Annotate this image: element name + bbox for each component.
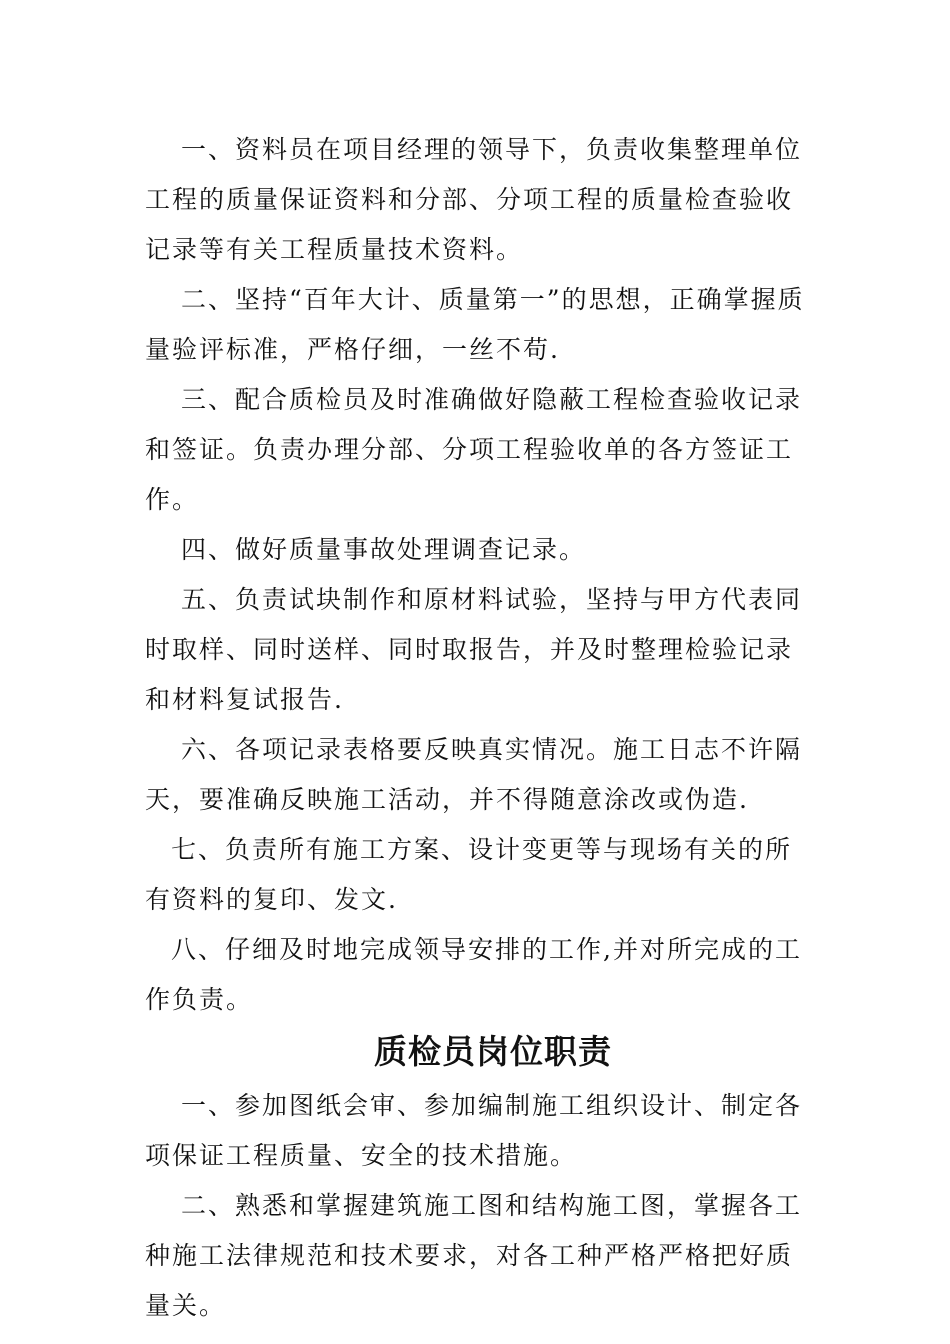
- paragraph-item-5: 五、负责试块制作和原材料试验，坚持与甲方代表同时取样、同时送样、同时取报告，并及时整理检验记录和材料复试报告.: [145, 585, 803, 714]
- paragraph-item-6: 六、各项记录表格要反映真实情况。施工日志不许隔天，要准确反映施工活动，并不得随意涂改或伪造.: [145, 735, 803, 814]
- paragraph-item-1: 一、资料员在项目经理的领导下，负责收集整理单位工程的质量保证资料和分部、分项工程的质量检查验收记录等有关工程质量技术资料。: [145, 135, 803, 264]
- duty-item-2: 二、熟悉和掌握建筑施工图和结构施工图，掌握各工种施工法律规范和技术要求，对各工种严格严格把好质量关。: [145, 1191, 803, 1320]
- section-heading: 质检员岗位职责: [374, 1032, 612, 1071]
- document-page: [145, 125, 805, 1331]
- paragraph-item-7: 七、负责所有施工方案、设计变更等与现场有关的所有资料的复印、发文.: [145, 835, 793, 914]
- duty-item-1: 一、参加图纸会审、参加编制施工组织设计、制定各项保证工程质量、安全的技术措施。: [145, 1091, 803, 1170]
- paragraph-item-4: 四、做好质量事故处理调查记录。: [181, 535, 587, 564]
- paragraph-item-3: 三、配合质检员及时准确做好隐蔽工程检查验收记录和签证。负责办理分部、分项工程验收单的各方签证工作。: [145, 385, 803, 514]
- paragraph-item-2: 二、坚持“百年大计、质量第一”的思想，正确掌握质量验评标准，严格仔细，一丝不苟.: [145, 285, 805, 364]
- paragraph-item-8: 八、仔细及时地完成领导安排的工作,并对所完成的工作负责。: [145, 935, 802, 1014]
